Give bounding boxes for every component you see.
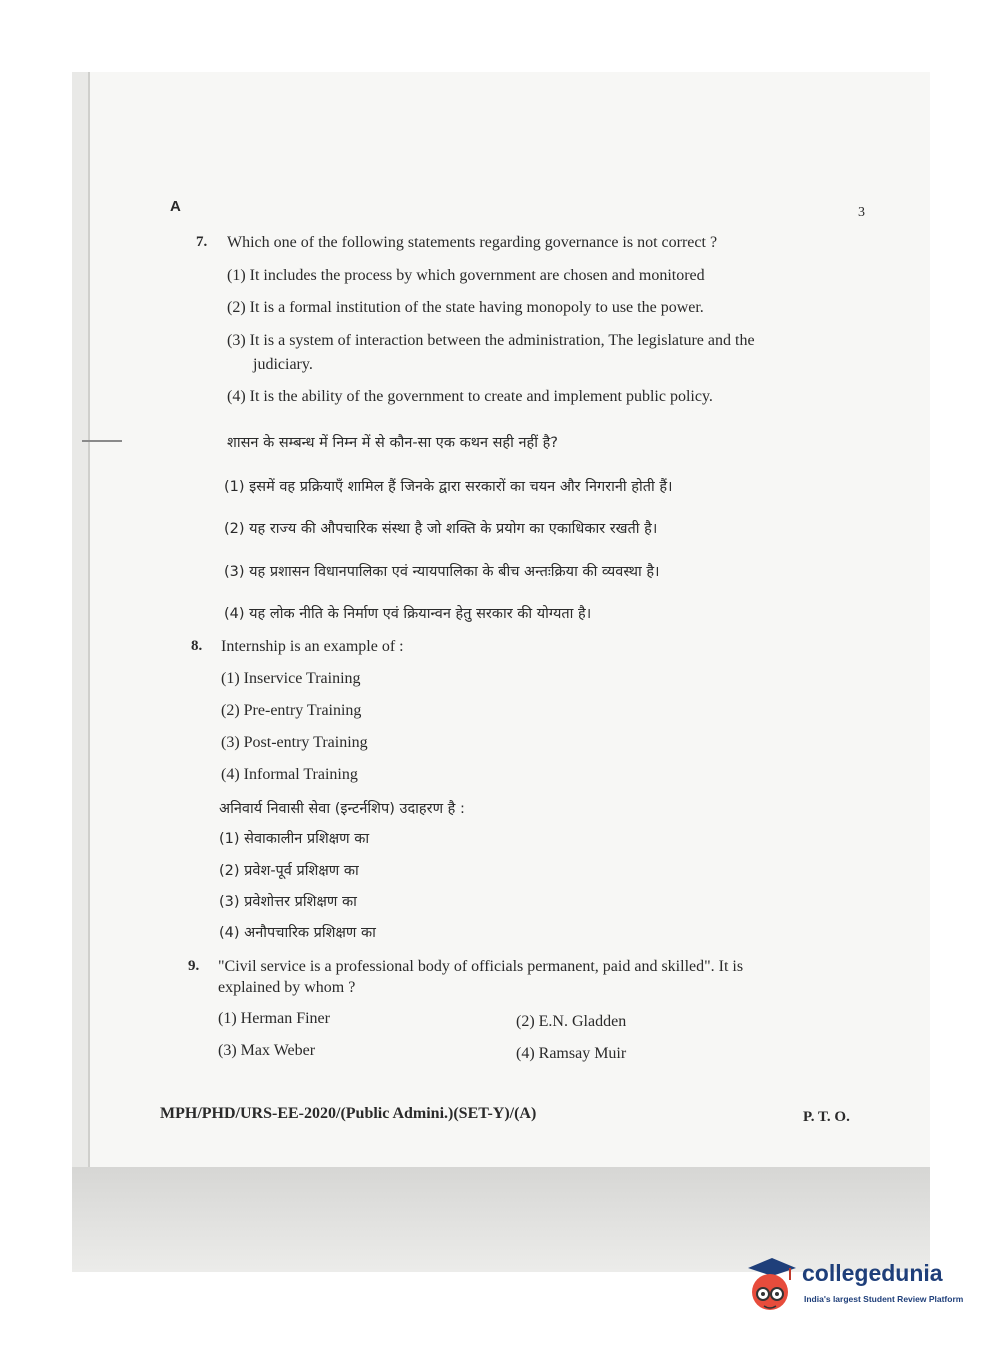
question-8-option-2: (2) Pre-entry Training (221, 702, 362, 719)
question-9-text-line2: explained by whom ? (218, 979, 356, 996)
question-7-option-1-hindi: (1) इसमें वह प्रक्रियाएँ शामिल हैं जिनके द्वारा सरकारों का चयन और निगरानी होती हैं। (224, 479, 673, 495)
binding-thread (82, 440, 122, 442)
question-8-number: 8. (191, 638, 203, 654)
question-7-number: 7. (196, 234, 208, 250)
question-9-number: 9. (188, 958, 200, 974)
brand-tagline: India's largest Student Review Platform (804, 1294, 964, 1304)
question-7-option-2: (2) It is a formal institution of the state having monopoly to use the power. (227, 299, 704, 316)
question-7-option-3-cont: judiciary. (253, 356, 313, 373)
question-7-text: Which one of the following statements regarding governance is not correct ? (227, 234, 718, 251)
question-8-option-2-hindi: (2) प्रवेश-पूर्व प्रशिक्षण का (219, 863, 359, 879)
question-7-option-1: (1) It includes the process by which government are chosen and monitored (227, 267, 705, 284)
question-8-option-3-hindi: (3) प्रवेशोत्तर प्रशिक्षण का (219, 894, 357, 910)
question-9-option-4: (4) Ramsay Muir (516, 1045, 627, 1062)
question-7-option-4: (4) It is the ability of the government to create and implement public policy. (227, 388, 713, 405)
question-8-option-4: (4) Informal Training (221, 766, 358, 783)
question-8-option-1-hindi: (1) सेवाकालीन प्रशिक्षण का (219, 831, 370, 847)
question-9-option-3: (3) Max Weber (218, 1042, 316, 1059)
set-letter: A (170, 198, 181, 215)
pto-label: P. T. O. (803, 1109, 850, 1125)
question-8-option-3: (3) Post-entry Training (221, 734, 368, 751)
mascot-icon (742, 1254, 798, 1314)
question-8-option-1: (1) Inservice Training (221, 670, 361, 687)
question-9-text-line1: "Civil service is a professional body of officials permanent, paid and skilled". It is (218, 958, 744, 975)
question-7-option-3-hindi: (3) यह प्रशासन विधानपालिका एवं न्यायपालिका के बीच अन्तःक्रिया की व्यवस्था है। (224, 564, 660, 580)
question-9-option-2: (2) E.N. Gladden (516, 1013, 627, 1030)
question-7-text-hindi: शासन के सम्बन्ध में निम्न में से कौन-सा एक कथन सही नहीं है? (227, 435, 559, 451)
collegedunia-logo (742, 1254, 972, 1314)
question-8-option-4-hindi: (4) अनौपचारिक प्रशिक्षण का (219, 925, 376, 941)
paper-code: MPH/PHD/URS-EE-2020/(Public Admini.)(SET-Y)/(A) (160, 1105, 537, 1122)
page-number: 3 (858, 205, 865, 220)
question-9-option-1: (1) Herman Finer (218, 1010, 330, 1027)
question-8-text: Internship is an example of : (221, 638, 404, 655)
brand-name: collegedunia (802, 1260, 943, 1286)
question-7-option-4-hindi: (4) यह लोक नीति के निर्माण एवं क्रियान्वन हेतु सरकार की योग्यता है। (224, 606, 592, 622)
question-8-text-hindi: अनिवार्य निवासी सेवा (इन्टर्नशिप) उदाहरण है : (219, 801, 465, 817)
question-7-option-3: (3) It is a system of interaction between the administration, The legislature and the (227, 332, 755, 349)
question-7-option-2-hindi: (2) यह राज्य की औपचारिक संस्था है जो शक्ति के प्रयोग का एकाधिकार रखती है। (224, 521, 658, 537)
